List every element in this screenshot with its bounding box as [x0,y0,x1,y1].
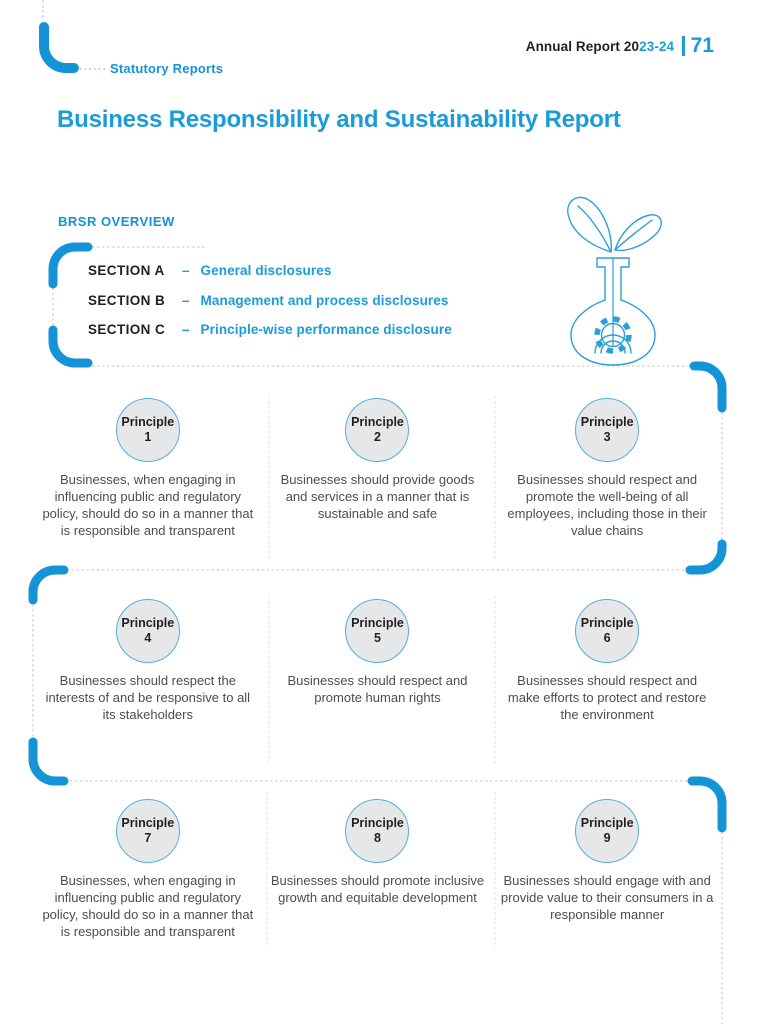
principle-4-word: Principle [121,616,175,630]
principle-4-card [33,599,263,723]
principle-8-badge [345,799,409,863]
principle-1-number: 1 [144,430,152,444]
section-b-label: SECTION B [88,292,166,308]
principle-7-description: Businesses, when engaging in influencing public and regulatory policy, should do so in a manner that is responsible and transparent [42,873,254,939]
principle-4-description: Businesses should respect the interests of and be responsive to all its stakeholders [45,673,251,722]
breadcrumb-statutory-reports: Statutory Reports [110,61,224,76]
section-c-dash: – [182,322,190,338]
principle-3-number: 3 [603,430,611,444]
section-a-dash: – [182,263,190,279]
principle-6-card [492,599,722,723]
principle-9-word: Principle [580,816,634,830]
section-row-b [88,286,452,316]
principle-3-badge [575,398,639,462]
principle-8-word: Principle [351,816,404,830]
section-b-dash: – [182,292,190,308]
principle-5-card [263,599,493,723]
principle-2-badge [345,398,409,462]
principle-4-number: 4 [144,631,152,645]
principle-6-description: Businesses should respect and make efforts to protect and restore the environment [507,673,707,722]
principle-7-number: 7 [144,831,152,845]
principle-3-description: Businesses should respect and promote the well-being of all employees, including those in their value chains [507,472,707,538]
principle-2-description: Businesses should provide goods and services in a manner that is sustainable and safe [280,472,475,521]
principle-6-badge [575,599,639,663]
principle-7-word: Principle [121,816,175,830]
principle-6-number: 6 [603,631,611,645]
section-list [88,256,452,345]
flask-plant-gear-icon [550,188,682,368]
principle-9-description: Businesses should engage with and provide value to their consumers in a responsible manner [500,873,714,922]
section-c-label: SECTION C [88,322,166,338]
section-row-a [88,256,452,286]
section-a-description: General disclosures [200,263,332,279]
brsr-overview-heading: BRSR OVERVIEW [58,214,175,229]
principle-8-number: 8 [374,831,381,845]
section-a-label: SECTION A [88,263,165,279]
principle-8-description: Businesses should promote inclusive growth and equitable development [270,873,485,905]
annual-report-year: 23-24 [639,38,675,54]
principle-8-card [263,799,493,940]
principle-1-badge [116,398,180,462]
principle-2-number: 2 [374,430,381,444]
principle-2-card [263,398,493,539]
principle-4-badge [116,599,180,663]
principle-9-badge [575,799,639,863]
principle-6-word: Principle [580,616,634,630]
page-number: 71 [690,34,714,57]
principle-2-word: Principle [351,415,404,429]
section-b-description: Management and process disclosures [200,292,449,308]
principle-1-word: Principle [121,415,175,429]
principle-9-card [492,799,722,940]
principle-9-number: 9 [603,831,611,845]
principle-5-badge [345,599,409,663]
header-divider-bar [682,36,685,56]
section-c-description: Principle-wise performance disclosure [200,322,452,338]
principle-7-badge [116,799,180,863]
principle-5-word: Principle [351,616,404,630]
principles-row-1 [33,398,722,539]
annual-report-label: Annual Report 20 [525,38,640,54]
principle-7-card [33,799,263,940]
page-title: Business Responsibility and Sustainability Report [57,106,621,133]
principle-3-word: Principle [580,415,634,429]
principles-row-2 [33,599,722,723]
principle-1-card [33,398,263,539]
principle-5-number: 5 [374,631,381,645]
section-row-c [88,315,452,345]
principle-5-description: Businesses should respect and promote human rights [287,673,468,705]
principle-3-card [492,398,722,539]
principles-row-3 [33,799,722,940]
annual-report-header [526,34,714,58]
principle-1-description: Businesses, when engaging in influencing public and regulatory policy, should do so in a manner that is responsible and transparent [42,472,254,538]
